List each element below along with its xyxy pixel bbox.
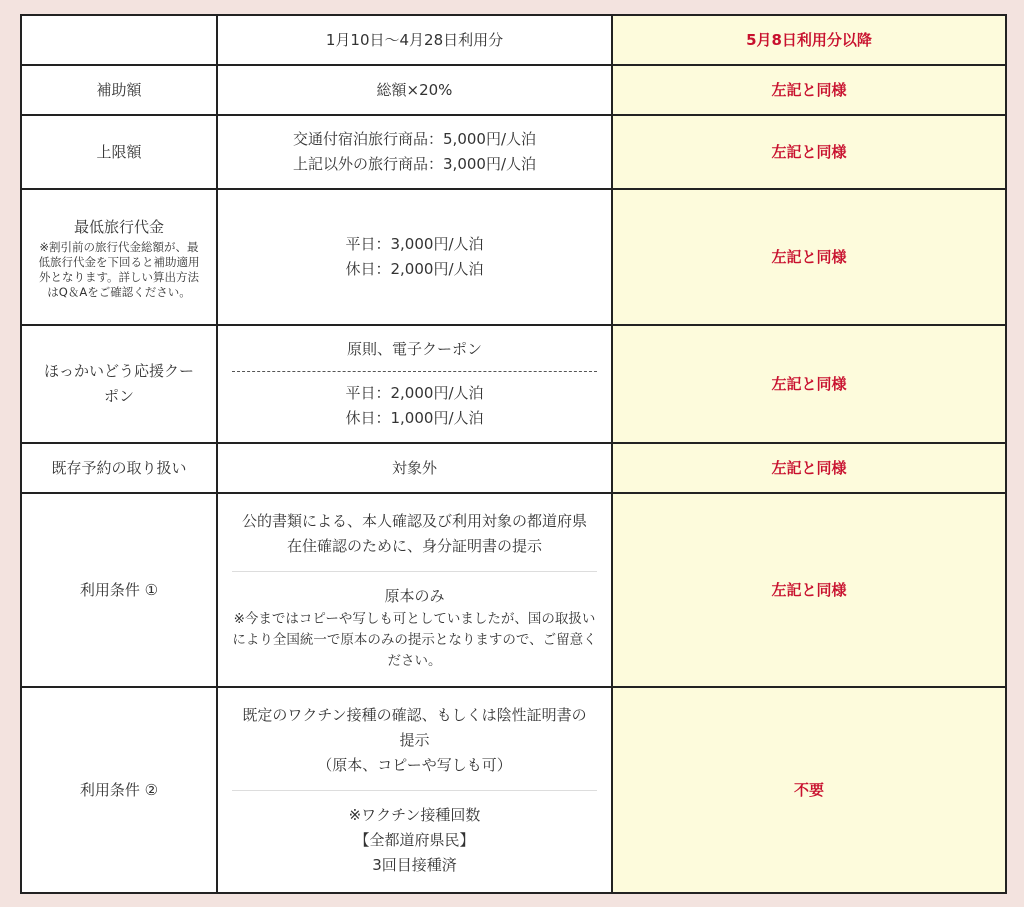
- cap-line-2: 上記以外の旅行商品：3,000円/人泊: [293, 155, 536, 173]
- current-cap: [217, 115, 612, 189]
- new-min-price: 左記と同様: [612, 189, 1006, 325]
- label-min-price: 最低旅行代金: [73, 217, 164, 236]
- current-cond1: [217, 493, 612, 687]
- current-cond2: [217, 687, 612, 893]
- row-cond2: [21, 687, 1006, 893]
- current-min-price: [217, 189, 612, 325]
- current-existing: 対象外: [217, 443, 612, 493]
- cond2-divider: [232, 790, 597, 791]
- min-price-holiday: 休日：2,000円/人泊: [345, 260, 484, 278]
- row-existing: [21, 443, 1006, 493]
- cond2-para: 既定のワクチン接種の確認、もしくは陰性証明書の提示: [242, 705, 587, 749]
- label-existing: 既存予約の取り扱い: [21, 443, 217, 493]
- cond1-divider: [232, 571, 597, 572]
- label-cond2: 利用条件 ②: [21, 687, 217, 893]
- new-cond1: 左記と同様: [612, 493, 1006, 687]
- cond2-vax-group: 【全都道府県民】: [354, 830, 475, 849]
- cond1-para: 公的書類による、本人確認及び利用対象の都道府県在住確認のために、身分証明書の提示: [241, 511, 587, 555]
- header-current-period: 1月10日～4月28日利用分: [217, 15, 612, 65]
- cond1-note: ※今まではコピーや写しも可としていましたが、国の取扱いにより全国統一で原本のみの提示となりますので、ご留意ください。: [232, 610, 597, 669]
- coupon-holiday: 休日：1,000円/人泊: [345, 409, 484, 427]
- new-subsidy: 左記と同様: [612, 65, 1006, 115]
- current-subsidy: 総額×20%: [217, 65, 612, 115]
- row-coupon: [21, 325, 1006, 443]
- row-cond1: [21, 493, 1006, 687]
- campaign-comparison-table: [20, 14, 1007, 894]
- row-subsidy: [21, 65, 1006, 115]
- cond2-vax-count: 3回目接種済: [372, 855, 457, 874]
- label-min-price-cell: [21, 189, 217, 325]
- label-subsidy: 補助額: [21, 65, 217, 115]
- min-price-note: ※割引前の旅行代金総額が、最低旅行代金を下回ると補助適用外となります。詳しい算出方法はQ＆Aをご確認ください。: [38, 239, 200, 299]
- new-existing: 左記と同様: [612, 443, 1006, 493]
- coupon-head: 原則、電子クーポン: [346, 340, 482, 358]
- row-cap: [21, 115, 1006, 189]
- header-empty-cell: [21, 15, 217, 65]
- label-cond1: 利用条件 ①: [21, 493, 217, 687]
- new-cap: 左記と同様: [612, 115, 1006, 189]
- coupon-divider: [232, 371, 597, 372]
- cond2-paren: （原本、コピーや写しも可）: [317, 755, 512, 774]
- header-row: [21, 15, 1006, 65]
- coupon-weekday: 平日：2,000円/人泊: [345, 384, 484, 402]
- label-coupon: ほっかいどう応援クーポン: [21, 325, 217, 443]
- header-new-period: 5月8日利用分以降: [612, 15, 1006, 65]
- min-price-weekday: 平日：3,000円/人泊: [345, 235, 484, 253]
- cap-line-1: 交通付宿泊旅行商品：5,000円/人泊: [293, 130, 536, 148]
- row-min-price: [21, 189, 1006, 325]
- cond2-vax-title: ※ワクチン接種回数: [348, 805, 481, 824]
- new-coupon: 左記と同様: [612, 325, 1006, 443]
- new-cond2: 不要: [612, 687, 1006, 893]
- cond1-head: 原本のみ: [384, 586, 445, 605]
- label-cap: 上限額: [21, 115, 217, 189]
- current-coupon: [217, 325, 612, 443]
